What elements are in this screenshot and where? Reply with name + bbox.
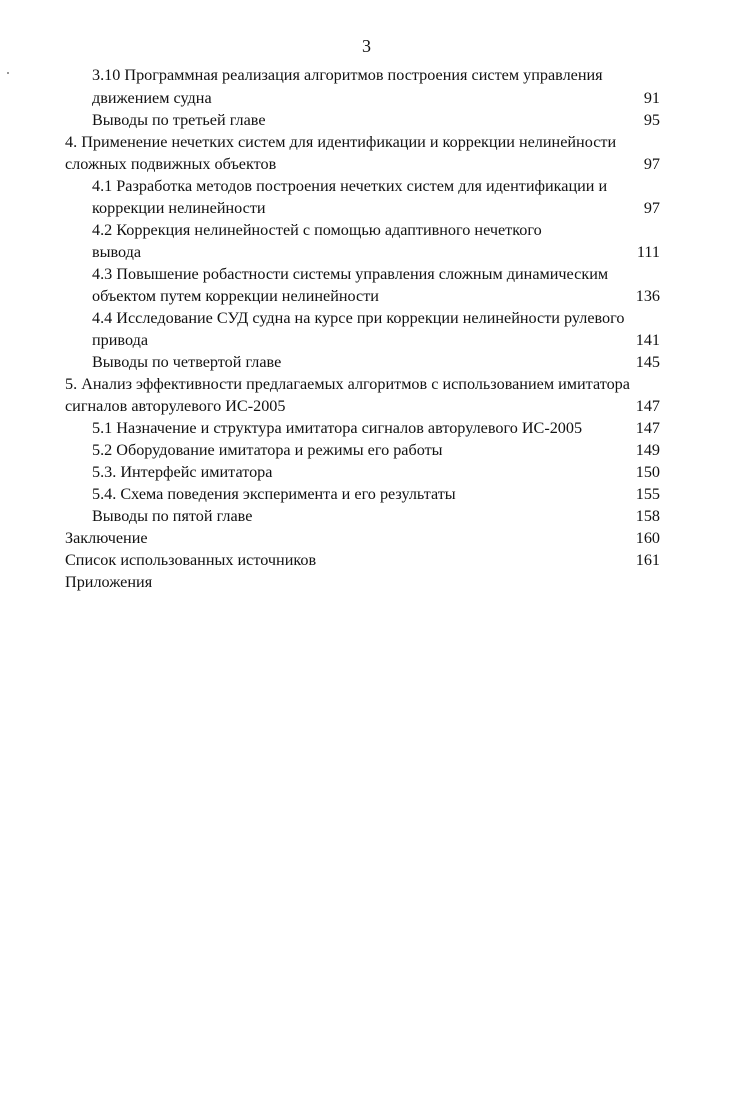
toc-page-number: 158	[635, 507, 660, 525]
toc-entry: 5.1 Назначение и структура имитатора сигналов авторулевого ИС-2005	[92, 419, 583, 437]
toc-entry: 4.4 Исследование СУД судна на курсе при коррекции нелинейности рулевого	[92, 309, 625, 327]
toc-page-number: 149	[635, 441, 660, 459]
toc-page-number: 161	[635, 551, 660, 569]
toc-page-number: 147	[635, 419, 660, 437]
toc-entry: 4.1 Разработка методов построения нечетких систем для идентификации и	[92, 177, 608, 195]
toc-page-number: 147	[635, 397, 660, 415]
toc-entry: 4.2 Коррекция нелинейностей с помощью адаптивного нечеткого	[92, 221, 542, 239]
toc-page-number: 136	[635, 287, 660, 305]
toc-entry: 4.3 Повышение робастности системы управления сложным динамическим	[92, 265, 609, 283]
toc-page-number: 155	[635, 485, 660, 503]
toc-entry: Заключение	[65, 529, 148, 547]
toc-entry: 5. Анализ эффективности предлагаемых алгоритмов с использованием имитатора	[65, 375, 630, 393]
toc-entry: 3.10 Программная реализация алгоритмов построения систем управления	[92, 66, 603, 84]
toc-page-number: 160	[635, 529, 660, 547]
toc-page-number: 97	[643, 199, 660, 217]
toc-page-number: 145	[635, 353, 660, 371]
page-number: 3	[362, 36, 371, 56]
toc-entry: 5.3. Интерфейс имитатора	[92, 463, 273, 481]
toc-page-number: 141	[635, 331, 660, 349]
toc-page-number: 150	[635, 463, 660, 481]
toc-page-number: 95	[643, 111, 660, 129]
toc-entry: сложных подвижных объектов	[65, 155, 277, 173]
toc-entry: Выводы по пятой главе	[92, 507, 253, 525]
toc-entry: сигналов авторулевого ИС-2005	[65, 397, 286, 415]
toc-entry: движением судна	[92, 89, 212, 107]
scan-speck	[7, 72, 9, 74]
toc-page-number: 91	[643, 89, 660, 107]
toc-entry: объектом путем коррекции нелинейности	[92, 287, 379, 305]
toc-page-number: 97	[643, 155, 660, 173]
toc-page-number: 111	[636, 243, 660, 261]
toc-entry: 5.4. Схема поведения эксперимента и его результаты	[92, 485, 456, 503]
toc-entry: коррекции нелинейности	[92, 199, 266, 217]
toc-entry: 5.2 Оборудование имитатора и режимы его работы	[92, 441, 443, 459]
toc-entry: вывода	[92, 243, 142, 261]
toc-entry: Выводы по четвертой главе	[92, 353, 282, 371]
toc-entry: 4. Применение нечетких систем для идентификации и коррекции нелинейности	[65, 133, 617, 151]
toc-entry: Выводы по третьей главе	[92, 111, 266, 129]
toc-entry: Список использованных источников	[65, 551, 317, 569]
toc-entry: привода	[92, 331, 148, 349]
toc-entry: Приложения	[65, 573, 153, 591]
